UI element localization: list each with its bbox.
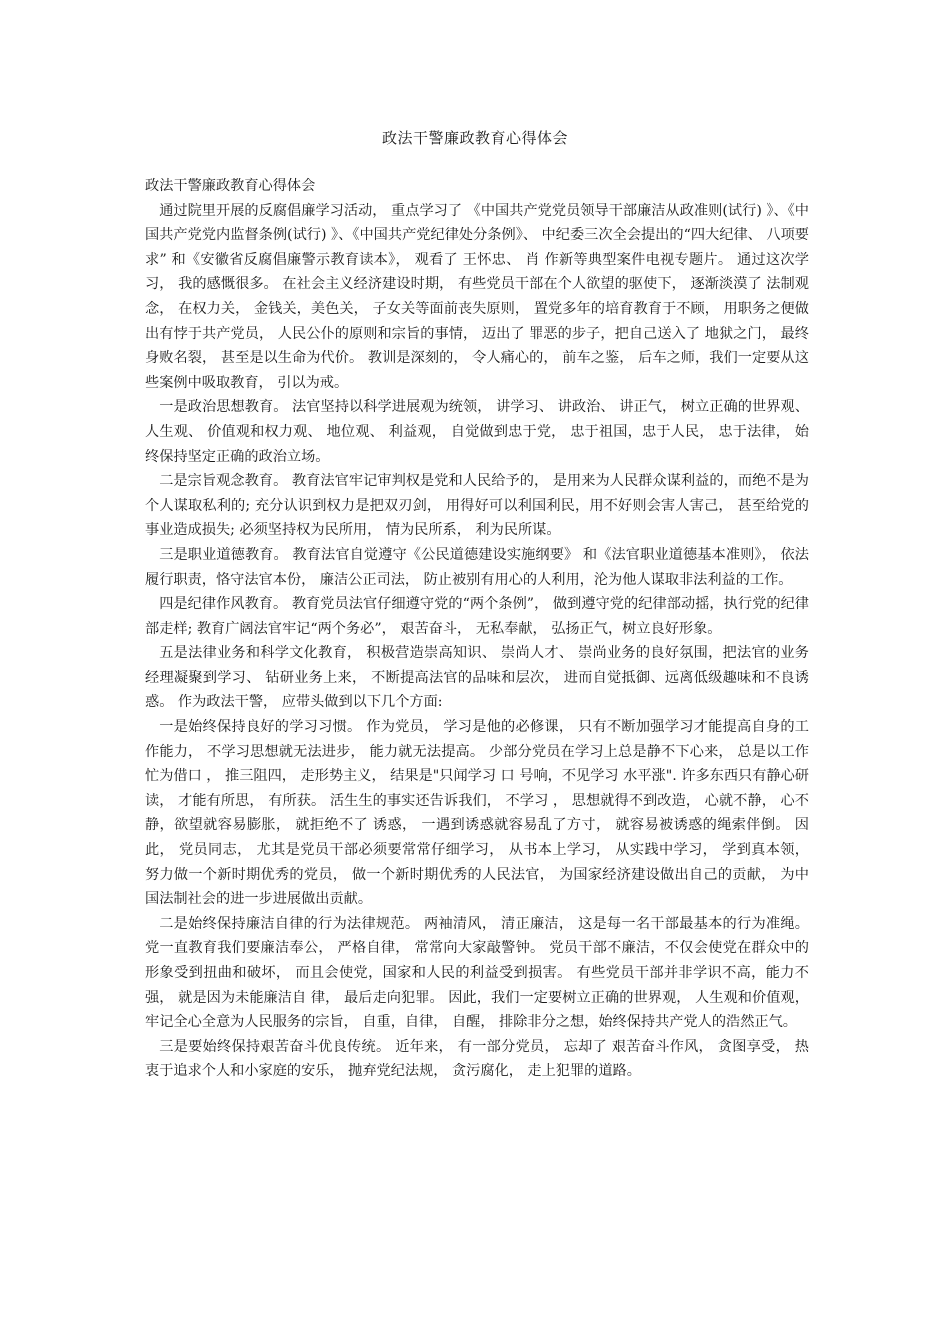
paragraph-study-habit: 一是始终保持良好的学习习惯。 作为党员， 学习是他的必修课， 只有不断加强学习才能提高自身的工作能力， 不学习思想就无法进步， 能力就无法提高。 少部分党员在学习上总是静不下心来， 总是以工作忙为借口 ， 推三阻四， 走形势主义， 结果是"只闻学习 口 号响，不见学习 水平涨". 许多东西只有静心研读， 才能有所思， 有所获。 活生生的事实还告诉我们， 不学习 ， 思想就得不到改造， 心就不静， 心不静，欲望就容易膨胀， 就拒绝不了 诱惑， 一遇到诱惑就容易乱了方寸， 就容易被诱惑的绳索伴倒。 因此， 党员同志， 尤其是党员干部必须要常常仔细学习， 从书本上学习， 从实践中学习， 学到真本领， 努力做一个新时期优秀的党员， 做一个新时期优秀的人民法官， 为国家经济建设做出自己的贡献， 为中国法制社会的进一步进展做出贡献。 [145,719,809,908]
paragraph-political-education: 一是政治思想教育。 法官坚持以科学进展观为统领， 讲学习、 讲政治、 讲正气， 树立正确的世界观、 人生观、 价值观和权力观、 地位观、 利益观， 自觉做到忠于党， 忠于祖国，忠于人民， 忠于法律， 始终保持坚定正确的政治立场。 [145,399,809,465]
paragraph-legal-education: 五是法律业务和科学文化教育， 积极营造崇高知识、 崇尚人才、 崇尚业务的良好氛围，把法官的业务经理凝聚到学习、 钻研业务上来， 不断提高法官的品味和层次， 进而自觉抵御、远离低级趣味和不良诱惑。 作为政法干警， 应带头做到以下几个方面: [145,645,809,711]
paragraph-integrity: 二是始终保持廉洁自律的行为法律规范。 两袖清风， 清正廉洁， 这是每一名干部最基本的行为准绳。 党一直教育我们要廉洁奉公， 严格自律， 常常向大家敲警钟。 党员干部不廉洁，不仅会使党在群众中的形象受到扭曲和破坏， 而且会使党，国家和人民的利益受到损害。 有些党员干部并非学识不高，能力不强， 就是因为未能廉洁自 律， 最后走向犯罪。 因此，我们一定要树立正确的世界观， 人生观和价值观， 牢记全心全意为人民服务的宗旨， 自重，自律， 自醒， 排除非分之想，始终保持共产党人的浩然正气。 [145,915,809,1031]
paragraph-hard-work: 三是要始终保持艰苦奋斗优良传统。 近年来， 有一部分党员， 忘却了 艰苦奋斗作风， 贪图享受， 热衷于追求个人和小家庭的安乐， 抛弃党纪法规， 贪污腐化， 走上犯罪的道路。 [145,1038,809,1080]
document-subtitle: 政法干警廉政教育心得体会 [145,178,316,194]
document-title: 政法干警廉政教育心得体会 [381,129,568,147]
paragraph-ethics-education: 三是职业道德教育。 教育法官自觉遵守《公民道德建设实施纲要》 和《法官职业道德基本准则》， 依法履行职责，恪守法官本份， 廉洁公正司法， 防止被别有用心的人利用，沦为他人谋取非法利益的工作。 [145,546,809,588]
paragraph-intro: 通过院里开展的反腐倡廉学习活动， 重点学习了 《中国共产党党员领导干部廉洁从政准则(试行) 》、《中国共产党党内监督条例(试行) 》、《中国共产党纪律处分条例》、 中纪委三次全会提出的“四大纪律、 八项要求” 和《安徽省反腐倡廉警示教育读本》， 观看了 王怀忠、 肖 作新等典型案件电视专题片。 通过这次学习， 我的感慨很多。 在社会主义经济建设时期， 有些党员干部在个人欲望的驱使下， 逐渐淡漠了 法制观念， 在权力关， 金钱关，美色关， 子女关等面前丧失原则， 置党多年的培育教育于不顾， 用职务之便做出有悖于共产党员， 人民公仆的原则和宗旨的事情， 迈出了 罪恶的步子，把自己送入了 地狱之门， 最终身败名裂， 甚至是以生命为代价。 教训是深刻的， 令人痛心的， 前车之鉴， 后车之师，我们一定要从这些案例中吸取教育， 引以为戒。 [145,202,809,391]
paragraph-purpose-education: 二是宗旨观念教育。 教育法官牢记审判权是党和人民给予的， 是用来为人民群众谋利益的，而绝不是为个人谋取私利的; 充分认识到权力是把双刃剑， 用得好可以利国利民，用不好则会害人害己， 甚至给党的事业造成损失; 必须坚持权为民所用， 情为民所系， 利为民所谋。 [145,473,809,539]
document-body [145,174,809,1084]
paragraph-discipline-education: 四是纪律作风教育。 教育党员法官仔细遵守党的“两个条例”， 做到遵守党的纪律部动摇，执行党的纪律部走样; 教育广阔法官牢记“两个务必”， 艰苦奋斗， 无私奉献， 弘扬正气，树立良好形象。 [145,596,809,637]
